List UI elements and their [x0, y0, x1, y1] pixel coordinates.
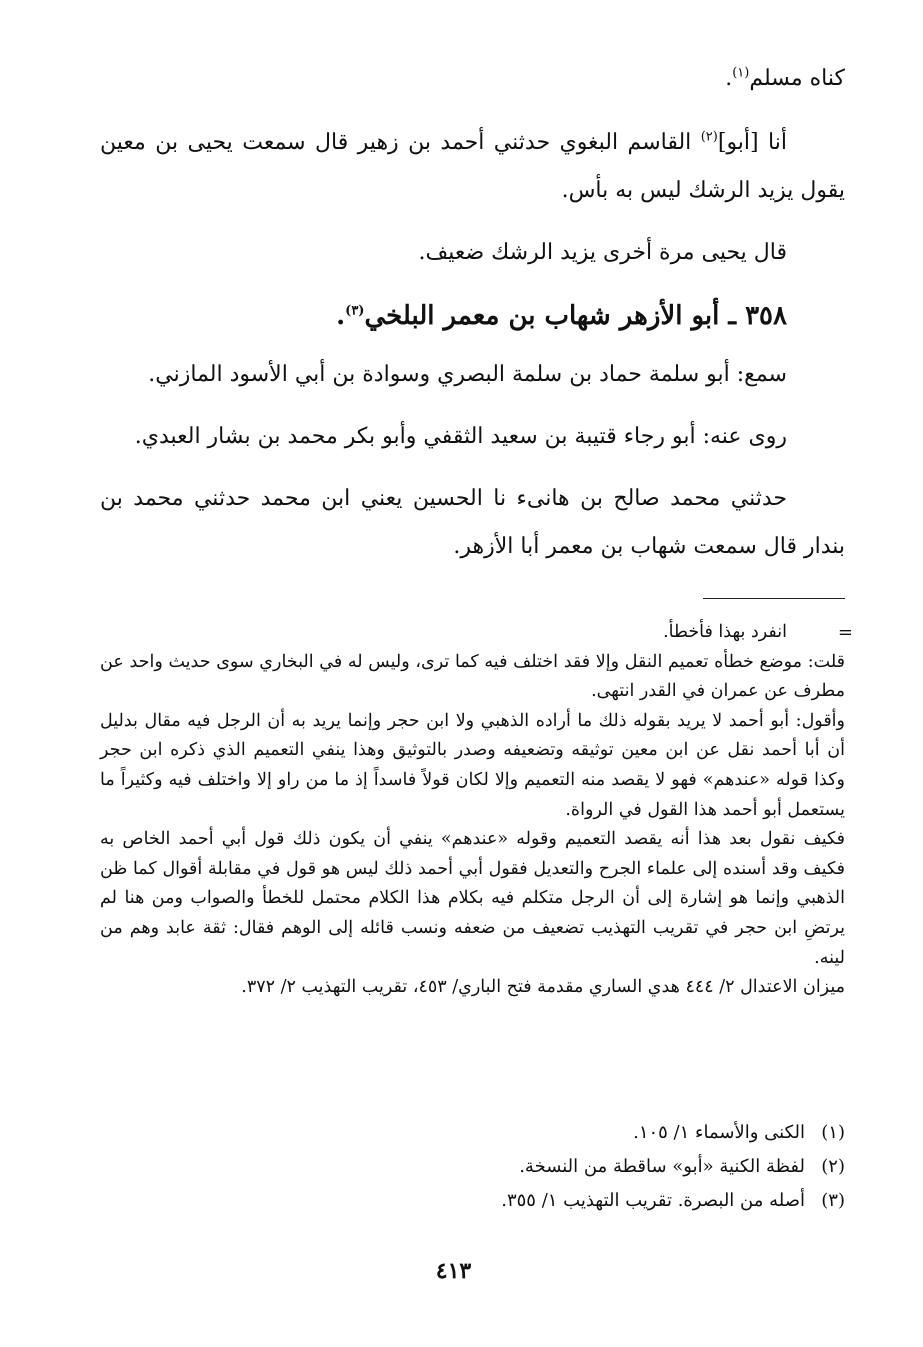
- isnad-text: القاسم البغوي حدثني أحمد بن زهير قال سمعت يحيى بن معين يقول يزيد الرشك ليس به بأس.: [100, 130, 845, 203]
- opening-period: .: [725, 66, 733, 91]
- heading-period: .: [336, 301, 346, 331]
- main-text: [100, 55, 845, 585]
- footnote-text: الكنى والأسماء ١/ ١٠٥.: [633, 1122, 805, 1143]
- note-paragraph-4: فكيف نقول بعد هذا أنه يقصد التعميم وقوله «عندهم» ينفي أن يكون ذلك قول أبي أحمد الخاص به فكيف وقد أسنده إلى علماء الجرح والتعديل فقول أبي أحمد ذلك ليس هو قول في مقابلة أقوال كما ظن الذهبي وإنما هو إشارة إلى أن الرجل متكلم فيه بكلام هذا الكلام محتمل للخطأ والصواب ومن هنا لم يرتضِ ابن حجر في تقريب التهذيب تضعيف من ضعفه ونسب قائله إلى الوهم فقال: ثقة عابد وهم من لينه.: [100, 829, 845, 968]
- yahya-statement: قال يحيى مرة أخرى يزيد الرشك ضعيف.: [418, 240, 787, 265]
- footnote-number: (٢): [821, 1156, 845, 1177]
- footnote-3: [100, 1184, 845, 1218]
- footnote-2: [100, 1150, 845, 1184]
- isnad-paragraph: [100, 119, 845, 215]
- note-paragraph-2: قلت: موضع خطأه تعميم النقل وإلا فقد اختلف فيه كما ترى، وليس له في البخاري سوى حديث واحد عن مطرف عن عمران في القدر انتهى.: [100, 651, 845, 702]
- footnote-ref-2: (٢): [700, 129, 718, 145]
- footnote-1: [100, 1116, 845, 1150]
- note-paragraph-5: ميزان الاعتدال ٢/ ٤٤٤ هدي الساري مقدمة فتح الباري/ ٤٥٣، تقريب التهذيب ٢/ ٣٧٢.: [241, 977, 845, 998]
- entry-heading: [100, 291, 845, 341]
- footnote-text: أصله من البصرة. تقريب التهذيب ١/ ٣٥٥.: [501, 1190, 805, 1211]
- footnote-ref-3: (٣): [345, 303, 365, 319]
- entry-title: ٣٥٨ ـ أبو الأزهر شهاب بن معمر البلخي: [364, 301, 787, 331]
- chain-paragraph: حدثني محمد صالح بن هانىء نا الحسين يعني ابن محمد حدثني محمد بن بندار قال سمعت شهاب بن معمر أبا الأزهر.: [100, 486, 845, 559]
- continuation-mark: =: [837, 622, 853, 643]
- page-number: ٤١٣: [435, 1258, 472, 1284]
- footnote-number: (١): [821, 1122, 845, 1143]
- footnote-number: (٣): [821, 1190, 845, 1211]
- note-paragraph-3: وأقول: أبو أحمد لا يريد بقوله ذلك ما أراده الذهبي ولا ابن حجر وإنما يريد به أن الرجل فيه مقال بدليل أن أبا أحمد نقل عن ابن معين توثيقه وتضعيفه وصدر بالتوثيق وهذا ينفي التعميم الذي ذكره ابن حجر وكذا قوله «عندهم» فهو لا يقصد منه التعميم وإلا لكان قولاً فاسداً إذ ما من راو إلا واختلف فيه وكثيراً ما يستعمل أبو أحمد هذا القول في الرواة.: [100, 710, 845, 820]
- continuation-row: [100, 618, 853, 648]
- continued-notes: [100, 618, 853, 1003]
- footnote-ref-1: (١): [732, 65, 750, 81]
- opening-line: [100, 55, 845, 103]
- footnote-text: لفظة الكنية «أبو» ساقطة من النسخة.: [519, 1156, 805, 1177]
- note-line-1: انفرد بهذا فأخطأ.: [663, 622, 787, 642]
- isnad-start: أنا [أبو]: [717, 130, 787, 155]
- narrated-by-paragraph: روى عنه: أبو رجاء قتيبة بن سعيد الثقفي وأبو بكر محمد بن بشار العبدي.: [134, 424, 787, 449]
- footnotes: [100, 1116, 845, 1218]
- opening-text: كناه مسلم: [749, 66, 845, 91]
- heard-from-paragraph: سمع: أبو سلمة حماد بن سلمة البصري وسوادة بن أبي الأسود المازني.: [148, 362, 787, 387]
- footnote-divider: [703, 598, 845, 599]
